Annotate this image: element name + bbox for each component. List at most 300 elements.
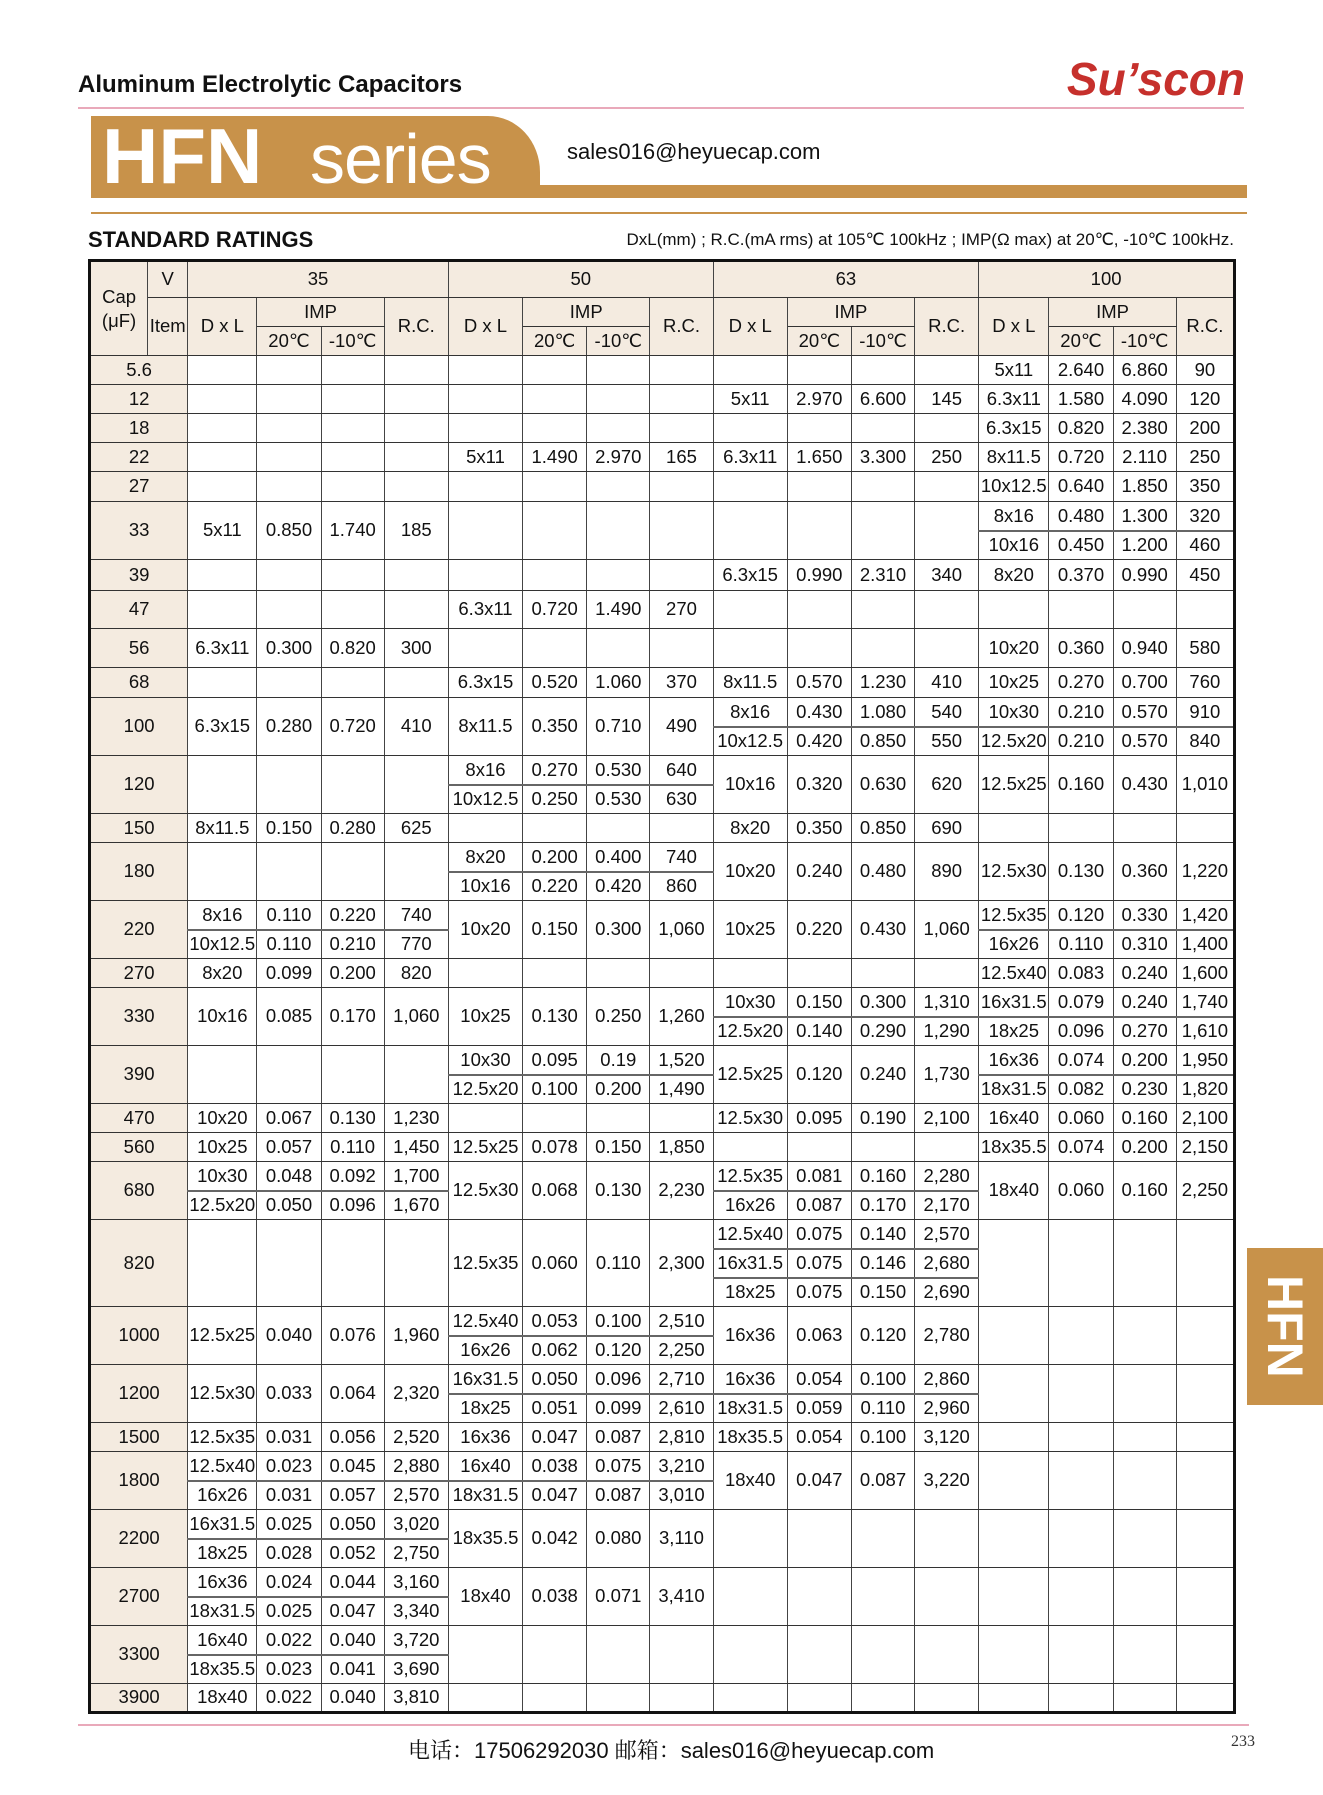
cap-header-label: Cap bbox=[102, 286, 137, 308]
dxl-cell: 8x16 bbox=[979, 502, 1049, 531]
imp-20c-cell: 0.023 bbox=[257, 1655, 321, 1684]
imp-minus10c-cell: 0.240 bbox=[1113, 959, 1176, 988]
item-header: Item bbox=[148, 298, 188, 356]
imp-20c-cell: 0.350 bbox=[787, 814, 851, 843]
dxl-cell: 18x25 bbox=[188, 1539, 257, 1568]
dxl-cell: 5x11 bbox=[979, 356, 1049, 385]
empty-cell bbox=[979, 1220, 1049, 1307]
dxl-cell: 8x16 bbox=[448, 756, 522, 785]
empty-cell bbox=[384, 1046, 448, 1104]
imp-20c-cell: 0.430 bbox=[787, 698, 851, 727]
imp-minus10c-cell: 0.075 bbox=[587, 1452, 650, 1481]
imp-20c-cell: 0.110 bbox=[257, 901, 321, 930]
rc-cell: 1,060 bbox=[915, 901, 979, 959]
dxl-cell: 16x36 bbox=[979, 1046, 1049, 1075]
voltage-group-header-63: 63 bbox=[713, 261, 979, 298]
rc-cell: 2,280 bbox=[915, 1162, 979, 1191]
rc-cell: 1,420 bbox=[1176, 901, 1234, 930]
imp-20c-cell: 0.150 bbox=[523, 901, 587, 959]
capacitance-value: 120 bbox=[90, 756, 188, 814]
imp-minus10c-cell: 0.120 bbox=[851, 1307, 914, 1365]
empty-cell bbox=[713, 959, 787, 988]
empty-cell bbox=[787, 472, 851, 502]
empty-cell bbox=[787, 502, 851, 560]
imp-minus10c-cell: 0.050 bbox=[321, 1510, 384, 1539]
rc-cell: 2,610 bbox=[650, 1394, 713, 1423]
imp-minus10c-cell: 1.740 bbox=[321, 502, 384, 560]
rc-cell: 165 bbox=[650, 443, 713, 472]
imp-minus10c-cell: 0.150 bbox=[587, 1133, 650, 1162]
table-row bbox=[90, 1046, 1235, 1075]
rc-cell: 820 bbox=[384, 959, 448, 988]
imp-20c-cell: 0.570 bbox=[787, 668, 851, 698]
dxl-cell: 10x25 bbox=[979, 668, 1049, 698]
imp-header-100: IMP bbox=[1049, 298, 1176, 327]
empty-cell bbox=[523, 560, 587, 591]
contact-email: sales016@heyuecap.com bbox=[567, 139, 821, 164]
imp-20c-cell: 2.970 bbox=[787, 385, 851, 414]
empty-cell bbox=[321, 756, 384, 814]
dxl-cell: 18x35.5 bbox=[713, 1423, 787, 1452]
empty-cell bbox=[321, 591, 384, 629]
dxl-cell: 6.3x15 bbox=[713, 560, 787, 591]
dxl-cell: 18x40 bbox=[188, 1684, 257, 1713]
dxl-cell: 16x26 bbox=[713, 1191, 787, 1220]
dxl-cell: 12.5x40 bbox=[188, 1452, 257, 1481]
empty-cell bbox=[787, 414, 851, 443]
empty-cell bbox=[650, 1104, 713, 1133]
footer-contact: 电话：17506292030 邮箱：sales016@heyuecap.com bbox=[408, 1738, 935, 1763]
empty-cell bbox=[188, 843, 257, 901]
imp-minus10c-cell: 0.047 bbox=[321, 1597, 384, 1626]
empty-cell bbox=[188, 756, 257, 814]
empty-cell bbox=[713, 1684, 787, 1713]
empty-cell bbox=[915, 356, 979, 385]
rc-cell: 2,250 bbox=[650, 1336, 713, 1365]
empty-cell bbox=[523, 1626, 587, 1684]
dxl-header-100: D x L bbox=[979, 298, 1049, 356]
empty-cell bbox=[979, 1365, 1049, 1423]
capacitance-value: 220 bbox=[90, 901, 188, 959]
dxl-cell: 8x20 bbox=[188, 959, 257, 988]
rc-header-63: R.C. bbox=[915, 298, 979, 356]
dxl-cell: 16x36 bbox=[448, 1423, 522, 1452]
imp-20c-cell: 0.640 bbox=[1049, 472, 1113, 502]
empty-cell bbox=[448, 414, 522, 443]
empty-cell bbox=[448, 472, 522, 502]
capacitance-value: 1800 bbox=[90, 1452, 188, 1510]
side-index-label: HFN bbox=[1257, 1275, 1313, 1378]
empty-cell bbox=[650, 502, 713, 560]
imp-20c-cell: 0.060 bbox=[523, 1220, 587, 1307]
rc-cell: 3,210 bbox=[650, 1452, 713, 1481]
series-banner-bar bbox=[538, 185, 1247, 198]
imp-minus10c-cell: 0.044 bbox=[321, 1568, 384, 1597]
rc-cell: 2,150 bbox=[1176, 1133, 1234, 1162]
imp-20c-cell: 0.074 bbox=[1049, 1133, 1113, 1162]
empty-cell bbox=[787, 591, 851, 629]
imp-minus10c-cell: 0.270 bbox=[1113, 1017, 1176, 1046]
imp-20c-cell: 0.060 bbox=[1049, 1104, 1113, 1133]
imp-20c-cell: 0.480 bbox=[1049, 502, 1113, 531]
imp-20c-header-100: 20℃ bbox=[1049, 327, 1113, 356]
empty-cell bbox=[650, 385, 713, 414]
imp-minus10c-cell: 0.146 bbox=[851, 1249, 914, 1278]
imp-minus10c-cell: 0.710 bbox=[587, 698, 650, 756]
empty-cell bbox=[587, 414, 650, 443]
imp-20c-cell: 0.054 bbox=[787, 1423, 851, 1452]
dxl-cell: 8x11.5 bbox=[448, 698, 522, 756]
empty-cell bbox=[979, 814, 1049, 843]
table-row bbox=[90, 1452, 1235, 1481]
imp-minus10c-cell: 0.430 bbox=[851, 901, 914, 959]
empty-cell bbox=[384, 385, 448, 414]
imp-20c-cell: 0.042 bbox=[523, 1510, 587, 1568]
imp-minus10c-cell: 1.200 bbox=[1113, 531, 1176, 560]
dxl-cell: 18x31.5 bbox=[448, 1481, 522, 1510]
imp-minus10c-cell: 0.300 bbox=[587, 901, 650, 959]
imp-20c-cell: 0.150 bbox=[787, 988, 851, 1017]
empty-cell bbox=[851, 629, 914, 668]
dxl-cell: 6.3x15 bbox=[188, 698, 257, 756]
dxl-cell: 8x20 bbox=[979, 560, 1049, 591]
dxl-cell: 10x30 bbox=[713, 988, 787, 1017]
imp-20c-cell: 0.095 bbox=[523, 1046, 587, 1075]
imp-minus10c-cell: 0.150 bbox=[851, 1278, 914, 1307]
imp-20c-cell: 0.060 bbox=[1049, 1162, 1113, 1220]
empty-cell bbox=[384, 1220, 448, 1307]
capacitance-value: 150 bbox=[90, 814, 188, 843]
capacitance-value: 22 bbox=[90, 443, 188, 472]
empty-cell bbox=[1176, 1684, 1234, 1713]
imp-minus10c-cell: 1.850 bbox=[1113, 472, 1176, 502]
imp-20c-cell: 0.370 bbox=[1049, 560, 1113, 591]
empty-cell bbox=[257, 756, 321, 814]
imp-20c-cell: 0.078 bbox=[523, 1133, 587, 1162]
empty-cell bbox=[188, 1220, 257, 1307]
dxl-cell: 16x31.5 bbox=[448, 1365, 522, 1394]
rc-cell: 890 bbox=[915, 843, 979, 901]
empty-cell bbox=[851, 1568, 914, 1626]
rc-cell: 145 bbox=[915, 385, 979, 414]
table-row bbox=[90, 385, 1235, 414]
dxl-cell: 18x31.5 bbox=[188, 1597, 257, 1626]
empty-cell bbox=[587, 1684, 650, 1713]
dxl-cell: 18x35.5 bbox=[188, 1655, 257, 1684]
table-row bbox=[90, 901, 1235, 930]
dxl-cell: 12.5x25 bbox=[448, 1133, 522, 1162]
rc-header-35: R.C. bbox=[384, 298, 448, 356]
imp-20c-cell: 0.031 bbox=[257, 1423, 321, 1452]
empty-cell bbox=[384, 591, 448, 629]
empty-cell bbox=[257, 385, 321, 414]
imp-20c-cell: 0.038 bbox=[523, 1568, 587, 1626]
imp-minus10c-cell: 2.380 bbox=[1113, 414, 1176, 443]
rc-cell: 2,680 bbox=[915, 1249, 979, 1278]
dxl-cell: 12.5x35 bbox=[713, 1162, 787, 1191]
imp-minus10c-cell: 0.310 bbox=[1113, 930, 1176, 959]
empty-cell bbox=[1049, 1626, 1113, 1684]
empty-cell bbox=[650, 560, 713, 591]
rc-cell: 490 bbox=[650, 698, 713, 756]
empty-cell bbox=[384, 443, 448, 472]
empty-cell bbox=[587, 385, 650, 414]
imp-20c-cell: 1.490 bbox=[523, 443, 587, 472]
rc-cell: 3,690 bbox=[384, 1655, 448, 1684]
dxl-cell: 8x20 bbox=[713, 814, 787, 843]
rc-cell: 625 bbox=[384, 814, 448, 843]
dxl-cell: 8x16 bbox=[188, 901, 257, 930]
rc-cell: 2,170 bbox=[915, 1191, 979, 1220]
empty-cell bbox=[851, 502, 914, 560]
imp-minus10c-cell: 0.099 bbox=[587, 1394, 650, 1423]
dxl-cell: 12.5x20 bbox=[979, 727, 1049, 756]
empty-cell bbox=[915, 414, 979, 443]
rc-cell: 350 bbox=[1176, 472, 1234, 502]
empty-cell bbox=[1176, 1568, 1234, 1626]
empty-cell bbox=[915, 502, 979, 560]
voltage-axis-header: V bbox=[148, 261, 188, 298]
dxl-cell: 18x40 bbox=[713, 1452, 787, 1510]
dxl-cell: 18x40 bbox=[979, 1162, 1049, 1220]
imp-20c-cell: 0.150 bbox=[257, 814, 321, 843]
capacitance-value: 1000 bbox=[90, 1307, 188, 1365]
capacitance-value: 3900 bbox=[90, 1684, 188, 1713]
empty-cell bbox=[851, 1684, 914, 1713]
empty-cell bbox=[1113, 1452, 1176, 1510]
imp-20c-cell: 0.068 bbox=[523, 1162, 587, 1220]
imp-20c-cell: 0.720 bbox=[523, 591, 587, 629]
rc-cell: 1,950 bbox=[1176, 1046, 1234, 1075]
rc-cell: 3,010 bbox=[650, 1481, 713, 1510]
rc-cell: 250 bbox=[1176, 443, 1234, 472]
header-row-items bbox=[90, 298, 1235, 327]
empty-cell bbox=[979, 1452, 1049, 1510]
rc-cell: 3,720 bbox=[384, 1626, 448, 1655]
empty-cell bbox=[650, 629, 713, 668]
dxl-header-50: D x L bbox=[448, 298, 522, 356]
table-row bbox=[90, 1626, 1235, 1655]
empty-cell bbox=[257, 356, 321, 385]
standard-ratings-table bbox=[88, 259, 1236, 1714]
imp-minus10c-cell: 2.970 bbox=[587, 443, 650, 472]
dxl-cell: 8x20 bbox=[448, 843, 522, 872]
dxl-cell: 12.5x20 bbox=[713, 1017, 787, 1046]
empty-cell bbox=[448, 356, 522, 385]
empty-cell bbox=[523, 502, 587, 560]
empty-cell bbox=[713, 414, 787, 443]
imp-minus10c-cell: 0.100 bbox=[851, 1365, 914, 1394]
empty-cell bbox=[1176, 591, 1234, 629]
dxl-cell: 16x26 bbox=[979, 930, 1049, 959]
dxl-cell: 16x26 bbox=[448, 1336, 522, 1365]
imp-minus10c-cell: 0.700 bbox=[1113, 668, 1176, 698]
empty-cell bbox=[1113, 1220, 1176, 1307]
dxl-cell: 18x25 bbox=[713, 1278, 787, 1307]
empty-cell bbox=[713, 502, 787, 560]
rc-cell: 200 bbox=[1176, 414, 1234, 443]
rc-cell: 410 bbox=[915, 668, 979, 698]
imp-header-50: IMP bbox=[523, 298, 650, 327]
imp-minus10c-cell: 6.600 bbox=[851, 385, 914, 414]
rc-cell: 1,220 bbox=[1176, 843, 1234, 901]
empty-cell bbox=[587, 814, 650, 843]
empty-cell bbox=[1049, 1423, 1113, 1452]
empty-cell bbox=[1113, 1423, 1176, 1452]
imp-minus10c-cell: 2.110 bbox=[1113, 443, 1176, 472]
imp-20c-cell: 0.130 bbox=[523, 988, 587, 1046]
imp-20c-cell: 0.099 bbox=[257, 959, 321, 988]
dxl-cell: 10x20 bbox=[979, 629, 1049, 668]
empty-cell bbox=[321, 443, 384, 472]
empty-cell bbox=[713, 472, 787, 502]
cap-header bbox=[90, 261, 148, 356]
dxl-cell: 12.5x40 bbox=[979, 959, 1049, 988]
imp-minus10c-cell: 0.160 bbox=[851, 1162, 914, 1191]
empty-cell bbox=[321, 560, 384, 591]
rc-cell: 3,410 bbox=[650, 1568, 713, 1626]
dxl-cell: 10x16 bbox=[713, 756, 787, 814]
rc-cell: 550 bbox=[915, 727, 979, 756]
dxl-cell: 18x25 bbox=[979, 1017, 1049, 1046]
empty-cell bbox=[257, 414, 321, 443]
imp-minus10c-cell: 0.080 bbox=[587, 1510, 650, 1568]
empty-cell bbox=[523, 385, 587, 414]
empty-cell bbox=[523, 1684, 587, 1713]
dxl-cell: 12.5x30 bbox=[713, 1104, 787, 1133]
rc-cell: 2,960 bbox=[915, 1394, 979, 1423]
capacitance-value: 12 bbox=[90, 385, 188, 414]
dxl-cell: 12.5x20 bbox=[188, 1191, 257, 1220]
rc-cell: 690 bbox=[915, 814, 979, 843]
empty-cell bbox=[523, 414, 587, 443]
dxl-cell: 16x40 bbox=[448, 1452, 522, 1481]
empty-cell bbox=[188, 385, 257, 414]
table-header bbox=[90, 261, 1235, 356]
empty-cell bbox=[1113, 1365, 1176, 1423]
empty-cell bbox=[1113, 1626, 1176, 1684]
rc-cell: 1,850 bbox=[650, 1133, 713, 1162]
empty-cell bbox=[384, 668, 448, 698]
imp-20c-cell: 0.850 bbox=[257, 502, 321, 560]
dxl-cell: 6.3x11 bbox=[448, 591, 522, 629]
empty-cell bbox=[787, 1133, 851, 1162]
imp-minus10c-cell: 0.230 bbox=[1113, 1075, 1176, 1104]
rc-cell: 2,690 bbox=[915, 1278, 979, 1307]
imp-minus10c-cell: 0.160 bbox=[1113, 1162, 1176, 1220]
imp-minus10c-cell: 0.040 bbox=[321, 1684, 384, 1713]
empty-cell bbox=[713, 629, 787, 668]
dxl-cell: 16x36 bbox=[713, 1307, 787, 1365]
empty-cell bbox=[1113, 1568, 1176, 1626]
imp-20c-cell: 0.140 bbox=[787, 1017, 851, 1046]
empty-cell bbox=[1049, 1510, 1113, 1568]
rc-cell: 2,710 bbox=[650, 1365, 713, 1394]
dxl-cell: 5x11 bbox=[713, 385, 787, 414]
voltage-group-header-35: 35 bbox=[188, 261, 449, 298]
dxl-cell: 18x31.5 bbox=[713, 1394, 787, 1423]
imp-minus10c-cell: 0.820 bbox=[321, 629, 384, 668]
dxl-cell: 10x16 bbox=[188, 988, 257, 1046]
empty-cell bbox=[787, 1626, 851, 1684]
imp-20c-cell: 0.096 bbox=[1049, 1017, 1113, 1046]
empty-cell bbox=[448, 1626, 522, 1684]
dxl-cell: 10x20 bbox=[448, 901, 522, 959]
dxl-cell: 18x31.5 bbox=[979, 1075, 1049, 1104]
dxl-cell: 12.5x40 bbox=[448, 1307, 522, 1336]
imp-20c-cell: 0.083 bbox=[1049, 959, 1113, 988]
imp-20c-cell: 0.820 bbox=[1049, 414, 1113, 443]
imp-minus10c-cell: 0.630 bbox=[851, 756, 914, 814]
capacitance-value: 820 bbox=[90, 1220, 188, 1307]
empty-cell bbox=[321, 356, 384, 385]
imp-20c-cell: 0.082 bbox=[1049, 1075, 1113, 1104]
imp-minus10c-cell: 0.430 bbox=[1113, 756, 1176, 814]
table-row bbox=[90, 668, 1235, 698]
imp-minus10c-cell: 2.310 bbox=[851, 560, 914, 591]
imp-minus10c-cell: 0.076 bbox=[321, 1307, 384, 1365]
rc-cell: 2,860 bbox=[915, 1365, 979, 1394]
empty-cell bbox=[713, 356, 787, 385]
capacitance-value: 56 bbox=[90, 629, 188, 668]
table-row bbox=[90, 814, 1235, 843]
imp-20c-cell: 0.025 bbox=[257, 1597, 321, 1626]
empty-cell bbox=[979, 1626, 1049, 1684]
imp-20c-header-63: 20℃ bbox=[787, 327, 851, 356]
footer-divider bbox=[78, 1724, 1249, 1726]
empty-cell bbox=[587, 1104, 650, 1133]
dxl-cell: 16x36 bbox=[188, 1568, 257, 1597]
rc-cell: 1,260 bbox=[650, 988, 713, 1046]
rc-cell: 185 bbox=[384, 502, 448, 560]
empty-cell bbox=[851, 1133, 914, 1162]
imp-minus10c-cell: 0.071 bbox=[587, 1568, 650, 1626]
imp-minus10c-cell: 4.090 bbox=[1113, 385, 1176, 414]
imp-20c-cell: 0.095 bbox=[787, 1104, 851, 1133]
rc-cell: 1,310 bbox=[915, 988, 979, 1017]
empty-cell bbox=[257, 443, 321, 472]
imp-20c-cell: 0.024 bbox=[257, 1568, 321, 1597]
empty-cell bbox=[523, 472, 587, 502]
rc-cell: 2,230 bbox=[650, 1162, 713, 1220]
imp-minus10c-cell: 1.490 bbox=[587, 591, 650, 629]
empty-cell bbox=[851, 414, 914, 443]
capacitance-value: 100 bbox=[90, 698, 188, 756]
imp-minus10c-cell: 0.360 bbox=[1113, 843, 1176, 901]
dxl-cell: 10x16 bbox=[448, 872, 522, 901]
imp-minus10c-cell: 0.096 bbox=[587, 1365, 650, 1394]
table-row bbox=[90, 698, 1235, 727]
empty-cell bbox=[257, 1220, 321, 1307]
rc-cell: 1,450 bbox=[384, 1133, 448, 1162]
rc-cell: 3,160 bbox=[384, 1568, 448, 1597]
imp-minus10c-cell: 1.300 bbox=[1113, 502, 1176, 531]
table-row bbox=[90, 591, 1235, 629]
imp-20c-cell: 0.990 bbox=[787, 560, 851, 591]
dxl-cell: 16x31.5 bbox=[979, 988, 1049, 1017]
imp-minus10c-cell: 0.850 bbox=[851, 814, 914, 843]
imp-20c-header-50: 20℃ bbox=[523, 327, 587, 356]
empty-cell bbox=[979, 1510, 1049, 1568]
imp-minus10c-cell: 0.100 bbox=[587, 1307, 650, 1336]
empty-cell bbox=[587, 472, 650, 502]
imp-20c-cell: 0.350 bbox=[523, 698, 587, 756]
table-row bbox=[90, 356, 1235, 385]
dxl-cell: 10x30 bbox=[979, 698, 1049, 727]
table-row bbox=[90, 843, 1235, 872]
capacitance-value: 180 bbox=[90, 843, 188, 901]
rc-cell: 2,100 bbox=[1176, 1104, 1234, 1133]
